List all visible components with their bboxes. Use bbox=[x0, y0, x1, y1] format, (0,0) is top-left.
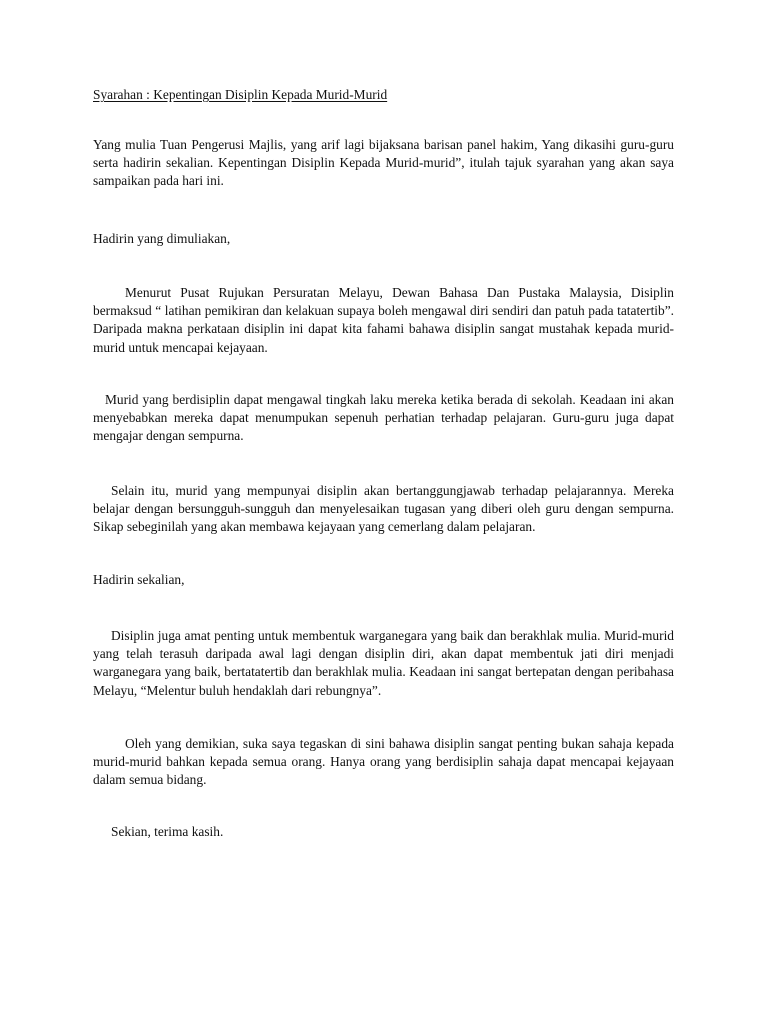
paragraph-definition: Menurut Pusat Rujukan Persuratan Melayu, Dewan Bahasa Dan Pustaka Malaysia, Disiplin bermaksud “ latihan pemikiran dan kelakuan supaya boleh mengawal diri sendiri dan patuh pada tatatertib”. Daripada makna perkataan disiplin ini dapat kita fahami bahawa disiplin sangat mustahak kepada murid-murid untuk mencapai kejayaan. bbox=[93, 285, 674, 355]
paragraph-conclusion: Oleh yang demikian, suka saya tegaskan di sini bahawa disiplin sangat penting bukan sahaja kepada murid-murid bahkan kepada semua orang. Hanya orang yang berdisiplin sahaja dapat mencapai kejayaan dalam semua bidang. bbox=[93, 736, 674, 788]
paragraph-behaviour: Murid yang berdisiplin dapat mengawal tingkah laku mereka ketika berada di sekolah. Keadaan ini akan menyebabkan mereka dapat menumpukan sepenuh perhatian terhadap pelajaran. Guru-guru juga dapat mengajar dengan sempurna. bbox=[93, 392, 674, 444]
opening-paragraph: Yang mulia Tuan Pengerusi Majlis, yang arif lagi bijaksana barisan panel hakim, Yang dikasihi guru-guru serta hadirin sekalian. Kepentingan Disiplin Kepada Murid-murid”, itulah tajuk syarahan yang akan saya sampaikan pada hari ini. bbox=[93, 137, 674, 189]
paragraph-responsibility: Selain itu, murid yang mempunyai disiplin akan bertanggungjawab terhadap pelajarannya. Mereka belajar dengan bersungguh-sungguh dan menyelesaikan tugasan yang diberi oleh guru dengan sempurna. Sikap sebeginilah yang akan membawa kejayaan yang cemerlang dalam pelajaran. bbox=[93, 483, 674, 535]
document-title: Syarahan : Kepentingan Disiplin Kepada Murid-Murid bbox=[93, 87, 388, 102]
paragraph-citizenship: Disiplin juga amat penting untuk membentuk warganegara yang baik dan berakhlak mulia. Murid-murid yang telah terasuh daripada awal lagi dengan disiplin diri, akan dapat membentuk jati diri menjadi warganegara yang baik, bertatatertib dan berakhlak mulia. Keadaan ini sangat bertepatan dengan peribahasa Melayu, “Melentur buluh hendaklah dari rebungnya”. bbox=[93, 628, 674, 698]
closing-line: Sekian, terima kasih. bbox=[111, 824, 224, 839]
greeting-sekalian: Hadirin sekalian, bbox=[93, 572, 185, 587]
greeting-dimuliakan: Hadirin yang dimuliakan, bbox=[93, 231, 231, 246]
